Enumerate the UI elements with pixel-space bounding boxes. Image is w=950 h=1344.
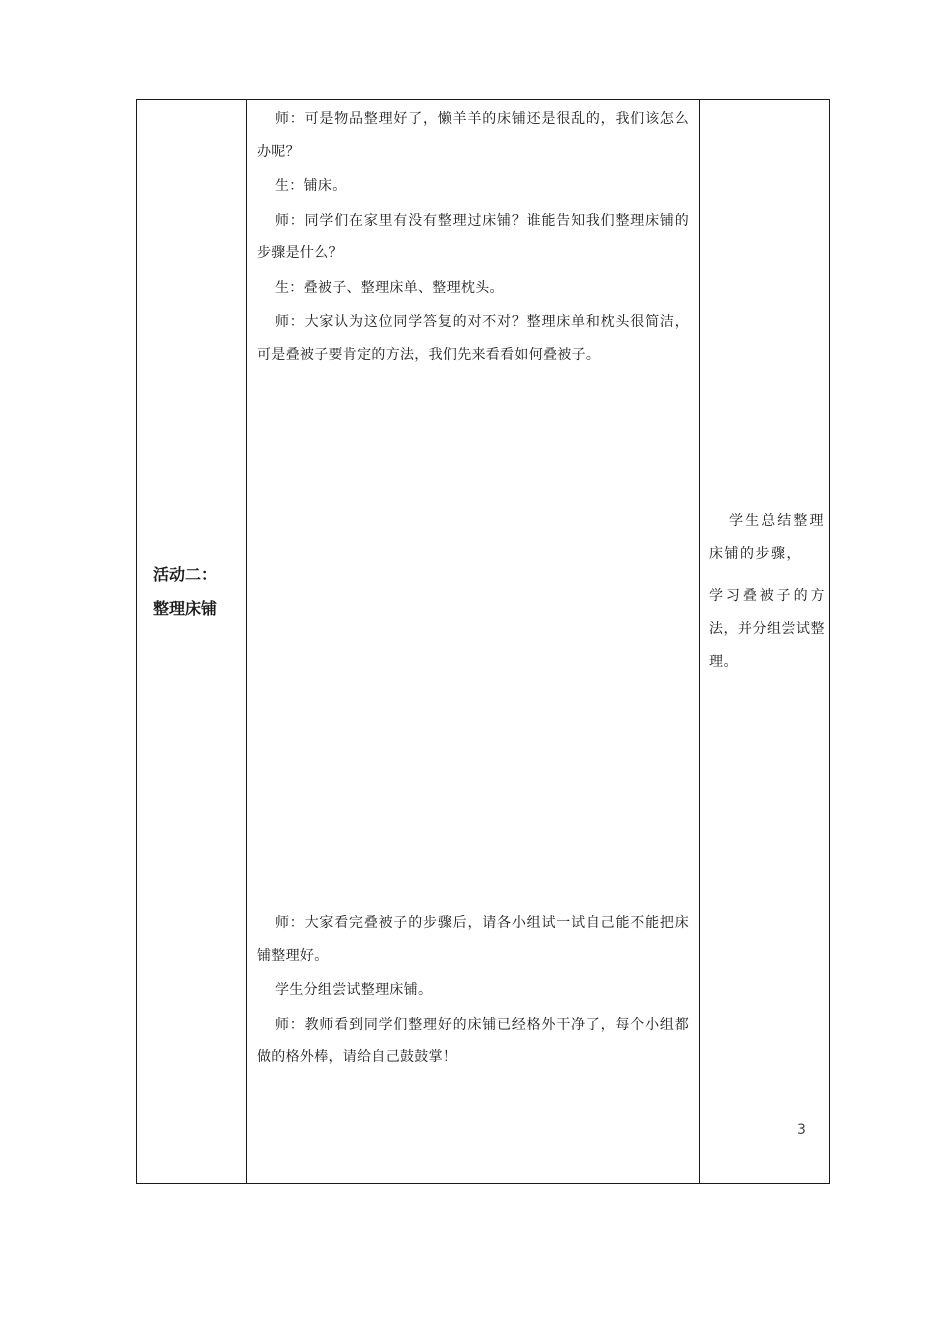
dialogue-paragraph: 师：教师看到同学们整理好的床铺已经格外干净了，每个小组都做的格外棒，请给自己鼓鼓掌！ xyxy=(257,1016,689,1065)
lesson-plan-table xyxy=(136,99,830,1184)
dialogue-paragraph: 师：大家认为这位同学答复的对不对？整理床单和枕头很简洁，可是叠被子要肯定的方法，我们先来看看如何叠被子。 xyxy=(257,314,689,363)
page-number: 3 xyxy=(797,1122,806,1138)
student-activity-summary: 学生总结整理床铺的步骤， xyxy=(709,513,825,562)
teacher-activity-bottom xyxy=(257,907,689,1076)
activity-title-line2: 整理床铺 xyxy=(153,599,218,618)
dialogue-paragraph: 生：铺床。 xyxy=(275,178,347,194)
dialogue-paragraph: 师：可是物品整理好了，懒羊羊的床铺还是很乱的，我们该怎么办呢？ xyxy=(257,111,689,160)
activity-title-line1: 活动二： xyxy=(153,565,218,584)
dialogue-paragraph: 师：同学们在家里有没有整理过床铺？谁能告知我们整理床铺的步骤是什么？ xyxy=(257,212,689,261)
dialogue-paragraph: 学生分组尝试整理床铺。 xyxy=(275,982,433,998)
column-divider xyxy=(699,100,700,1183)
column-divider xyxy=(246,100,247,1183)
activity-title-cell xyxy=(153,558,217,626)
teacher-activity-top xyxy=(257,103,689,373)
dialogue-paragraph: 师：大家看完叠被子的步骤后，请各小组试一试自己能不能把床铺整理好。 xyxy=(257,915,689,964)
dialogue-paragraph: 生：叠被子、整理床单、整理枕头。 xyxy=(275,279,504,296)
student-activity-practice: 学习叠被子的方法，并分组尝试整理。 xyxy=(709,588,825,670)
